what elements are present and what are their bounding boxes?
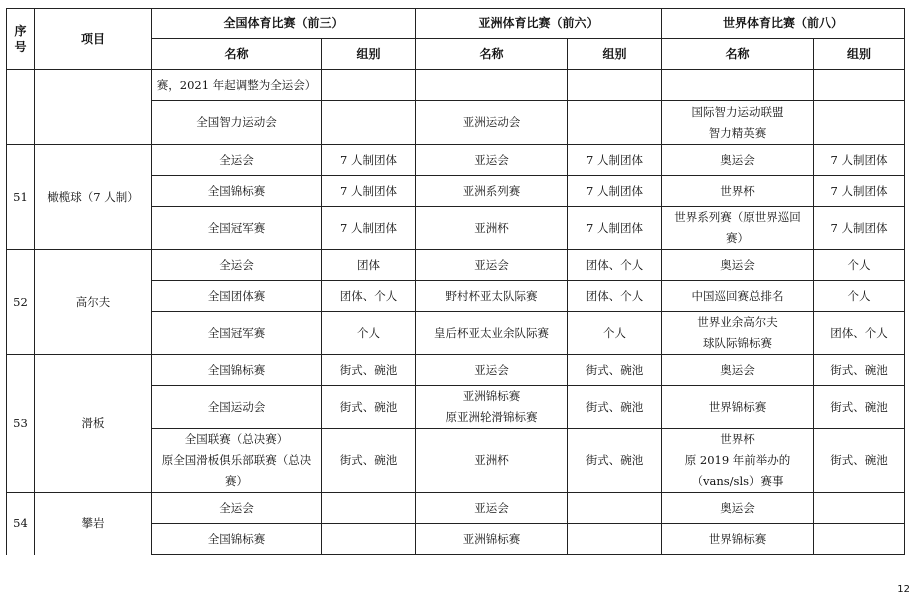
national-group-cell: 街式、碗池 [322,429,416,493]
asian-name-cell: 野村杯亚太队际赛 [416,281,568,312]
item-cell [35,70,152,145]
asian-name-cell [416,70,568,101]
competition-table [6,8,905,555]
table-row [7,493,905,524]
table-row [7,355,905,386]
national-group-cell: 个人 [322,312,416,355]
national-group-header: 组别 [322,39,416,70]
world-group-cell: 7 人制团体 [814,176,905,207]
asian-name-cell: 亚运会 [416,355,568,386]
asian-name-cell: 亚洲系列赛 [416,176,568,207]
national-group-cell: 街式、碗池 [322,355,416,386]
asian-group-cell: 7 人制团体 [568,207,662,250]
asian-group-cell [568,70,662,101]
asian-group-cell: 团体、个人 [568,281,662,312]
table-row [7,145,905,176]
world-group-cell [814,70,905,101]
asian-group-cell: 个人 [568,312,662,355]
world-group-cell: 团体、个人 [814,312,905,355]
world-group-cell: 7 人制团体 [814,145,905,176]
item-cell: 滑板 [35,355,152,493]
asian-name-header: 名称 [416,39,568,70]
world-group-cell: 个人 [814,281,905,312]
item-cell: 橄榄球（7 人制） [35,145,152,250]
asian-group-cell: 团体、个人 [568,250,662,281]
seq-cell: 52 [7,250,35,355]
national-group-cell [322,70,416,101]
national-group-cell: 7 人制团体 [322,207,416,250]
item-header: 项目 [35,9,152,70]
item-cell: 高尔夫 [35,250,152,355]
national-name-cell: 全国冠军赛 [152,207,322,250]
asian-group-header: 组别 [568,39,662,70]
national-name-cell: 赛，2021 年起调整为全运会） [152,70,322,101]
page-number: 12 [897,584,910,595]
world-group-cell: 街式、碗池 [814,429,905,493]
national-header: 全国体育比赛（前三） [152,9,416,39]
national-name-cell: 全运会 [152,493,322,524]
national-name-cell: 全国团体赛 [152,281,322,312]
world-name-header: 名称 [662,39,814,70]
world-group-cell: 个人 [814,250,905,281]
asian-group-cell: 7 人制团体 [568,176,662,207]
world-name-cell: 奥运会 [662,145,814,176]
national-group-cell: 团体 [322,250,416,281]
national-name-cell: 全国锦标赛 [152,176,322,207]
world-group-cell: 7 人制团体 [814,207,905,250]
item-cell: 攀岩 [35,493,152,555]
asian-group-cell: 7 人制团体 [568,145,662,176]
seq-cell: 53 [7,355,35,493]
world-name-cell: 中国巡回赛总排名 [662,281,814,312]
world-group-cell [814,524,905,555]
world-group-cell: 街式、碗池 [814,386,905,429]
asian-name-cell: 亚洲杯 [416,429,568,493]
national-name-cell: 全国运动会 [152,386,322,429]
national-name-cell: 全运会 [152,145,322,176]
asian-group-cell: 街式、碗池 [568,429,662,493]
national-name-cell: 全国联赛（总决赛） 原全国滑板俱乐部联赛（总决 赛） [152,429,322,493]
national-group-cell [322,101,416,145]
national-name-header: 名称 [152,39,322,70]
world-group-cell [814,101,905,145]
seq-cell [7,70,35,145]
national-name-cell: 全国锦标赛 [152,355,322,386]
world-group-header: 组别 [814,39,905,70]
world-name-cell: 世界锦标赛 [662,524,814,555]
national-group-cell [322,493,416,524]
national-group-cell [322,524,416,555]
national-group-cell: 7 人制团体 [322,176,416,207]
world-name-cell: 世界系列赛（原世界巡回 赛） [662,207,814,250]
seq-cell: 54 [7,493,35,555]
national-group-cell: 街式、碗池 [322,386,416,429]
asian-name-cell: 亚洲锦标赛 [416,524,568,555]
world-group-cell [814,493,905,524]
asian-group-cell: 街式、碗池 [568,386,662,429]
asian-header: 亚洲体育比赛（前六） [416,9,662,39]
world-header: 世界体育比赛（前八） [662,9,905,39]
national-name-cell: 全国锦标赛 [152,524,322,555]
asian-name-cell: 亚运会 [416,250,568,281]
world-name-cell: 世界杯 原 2019 年前举办的 （vans/sls）赛事 [662,429,814,493]
national-group-cell: 7 人制团体 [322,145,416,176]
asian-name-cell: 亚运会 [416,145,568,176]
asian-name-cell: 亚洲杯 [416,207,568,250]
national-name-cell: 全国智力运动会 [152,101,322,145]
asian-group-cell: 街式、碗池 [568,355,662,386]
national-group-cell: 团体、个人 [322,281,416,312]
world-name-cell: 世界业余高尔夫 球队际锦标赛 [662,312,814,355]
world-name-cell: 奥运会 [662,355,814,386]
asian-group-cell [568,493,662,524]
asian-group-cell [568,524,662,555]
asian-name-cell: 亚运会 [416,493,568,524]
world-group-cell: 街式、碗池 [814,355,905,386]
world-name-cell: 奥运会 [662,493,814,524]
table-row [7,250,905,281]
world-name-cell: 世界锦标赛 [662,386,814,429]
header-row-1 [7,9,905,39]
seq-header: 序号 [7,9,35,70]
asian-name-cell: 亚洲锦标赛 原亚洲轮滑锦标赛 [416,386,568,429]
national-name-cell: 全运会 [152,250,322,281]
asian-name-cell: 亚洲运动会 [416,101,568,145]
seq-cell: 51 [7,145,35,250]
national-name-cell: 全国冠军赛 [152,312,322,355]
asian-name-cell: 皇后杯亚太业余队际赛 [416,312,568,355]
table-row [7,70,905,101]
world-name-cell: 世界杯 [662,176,814,207]
world-name-cell: 国际智力运动联盟 智力精英赛 [662,101,814,145]
world-name-cell [662,70,814,101]
asian-group-cell [568,101,662,145]
world-name-cell: 奥运会 [662,250,814,281]
